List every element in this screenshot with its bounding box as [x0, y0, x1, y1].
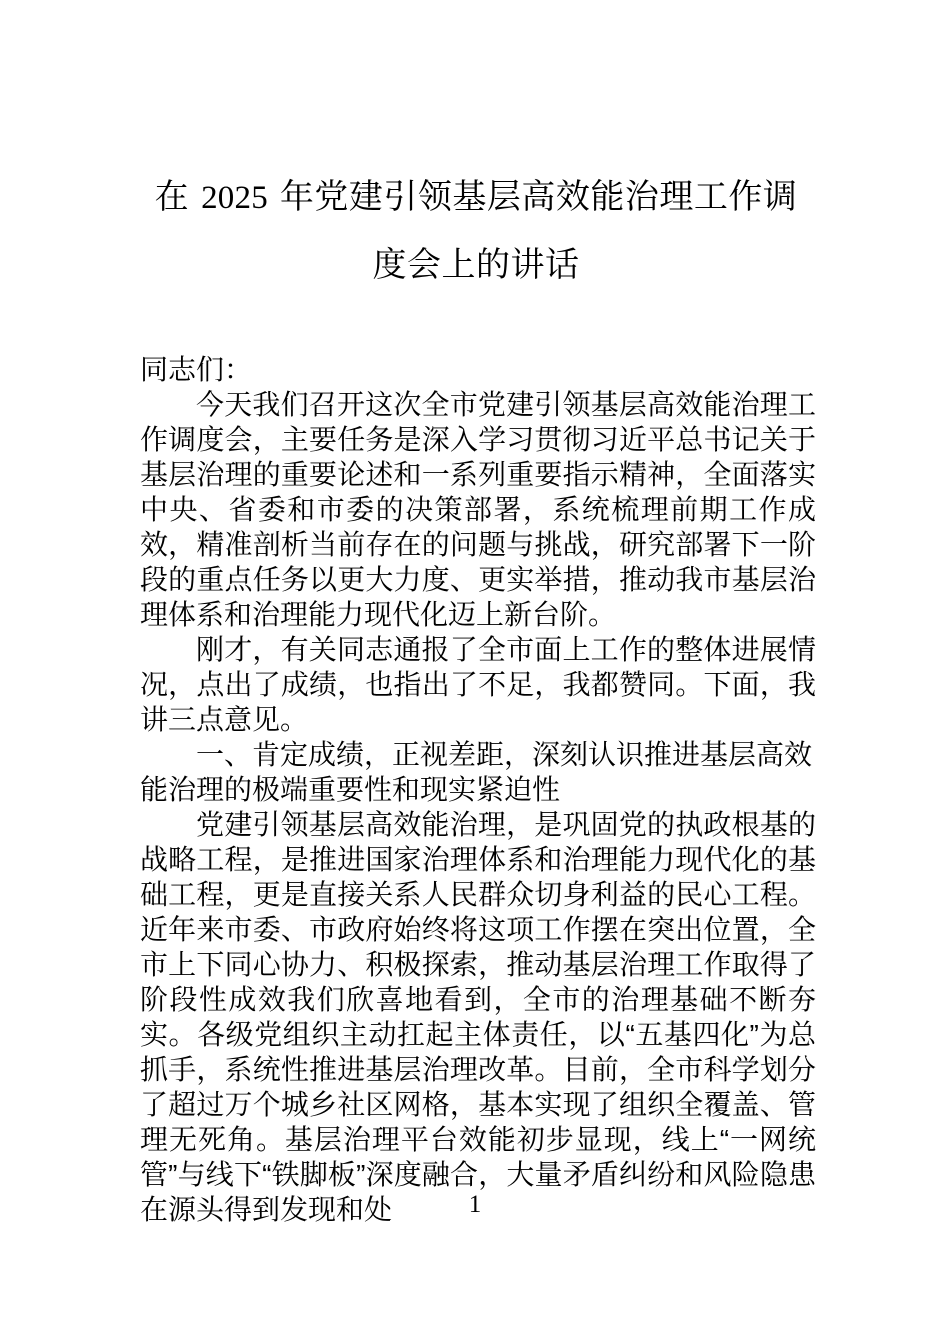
page-title-line-2: 度会上的讲话 — [372, 246, 580, 284]
document-body — [140, 352, 816, 1227]
salutation: 同志们： — [140, 354, 253, 385]
title-prefix: 在 — [154, 178, 200, 216]
title-year: 2025 — [201, 180, 268, 216]
body-paragraph-3: 党建引领基层高效能治理，是巩固党的执政根基的战略工程，是推进国家治理体系和治理能力现代化的基础工程，更是直接关系人民群众切身利益的民心工程。近年来市委、市政府始终将这项工作摆在突出位置，全市上下同心协力、积极探索，推动基层治理工作取得了阶段性成效我们欣喜地看到，全市的治理基础不断夯实。各级党组织主动扛起主体责任，以“五基四化”为总抓手，系统性推进基层治理改革。目前，全市科学划分了超过万个城乡社区网格，基本实现了组织全覆盖、管理无死角。基层治理平台效能初步显现，线上“一网统管”与线下“铁脚板”深度融合，大量矛盾纠纷和风险隐患在源头得到发现和处 — [140, 809, 816, 1225]
page-title — [140, 163, 812, 232]
section-heading-1: 一、肯定成绩，正视差距，深刻认识推进基层高效能治理的极端重要性和现实紧迫性 — [140, 739, 813, 805]
body-paragraph-1: 今天我们召开这次全市党建引领基层高效能治理工作调度会，主要任务是深入学习贯彻习近平总书记关于基层治理的重要论述和一系列重要指示精神，全面落实中央、省委和市委的决策部署，系统梳理前期工作成效，精准剖析当前存在的问题与挑战，研究部署下一阶段的重点任务以更大力度、更实举措，推动我市基层治理体系和治理能力现代化迈上新台阶。 — [140, 389, 816, 630]
title-suffix: 年党建引领基层高效能治理工作调 — [269, 178, 798, 216]
page-number: 1 — [468, 1191, 482, 1218]
body-paragraph-2: 刚才，有关同志通报了全市面上工作的整体进展情况，点出了成绩，也指出了不足，我都赞同。下面，我讲三点意见。 — [140, 634, 816, 735]
